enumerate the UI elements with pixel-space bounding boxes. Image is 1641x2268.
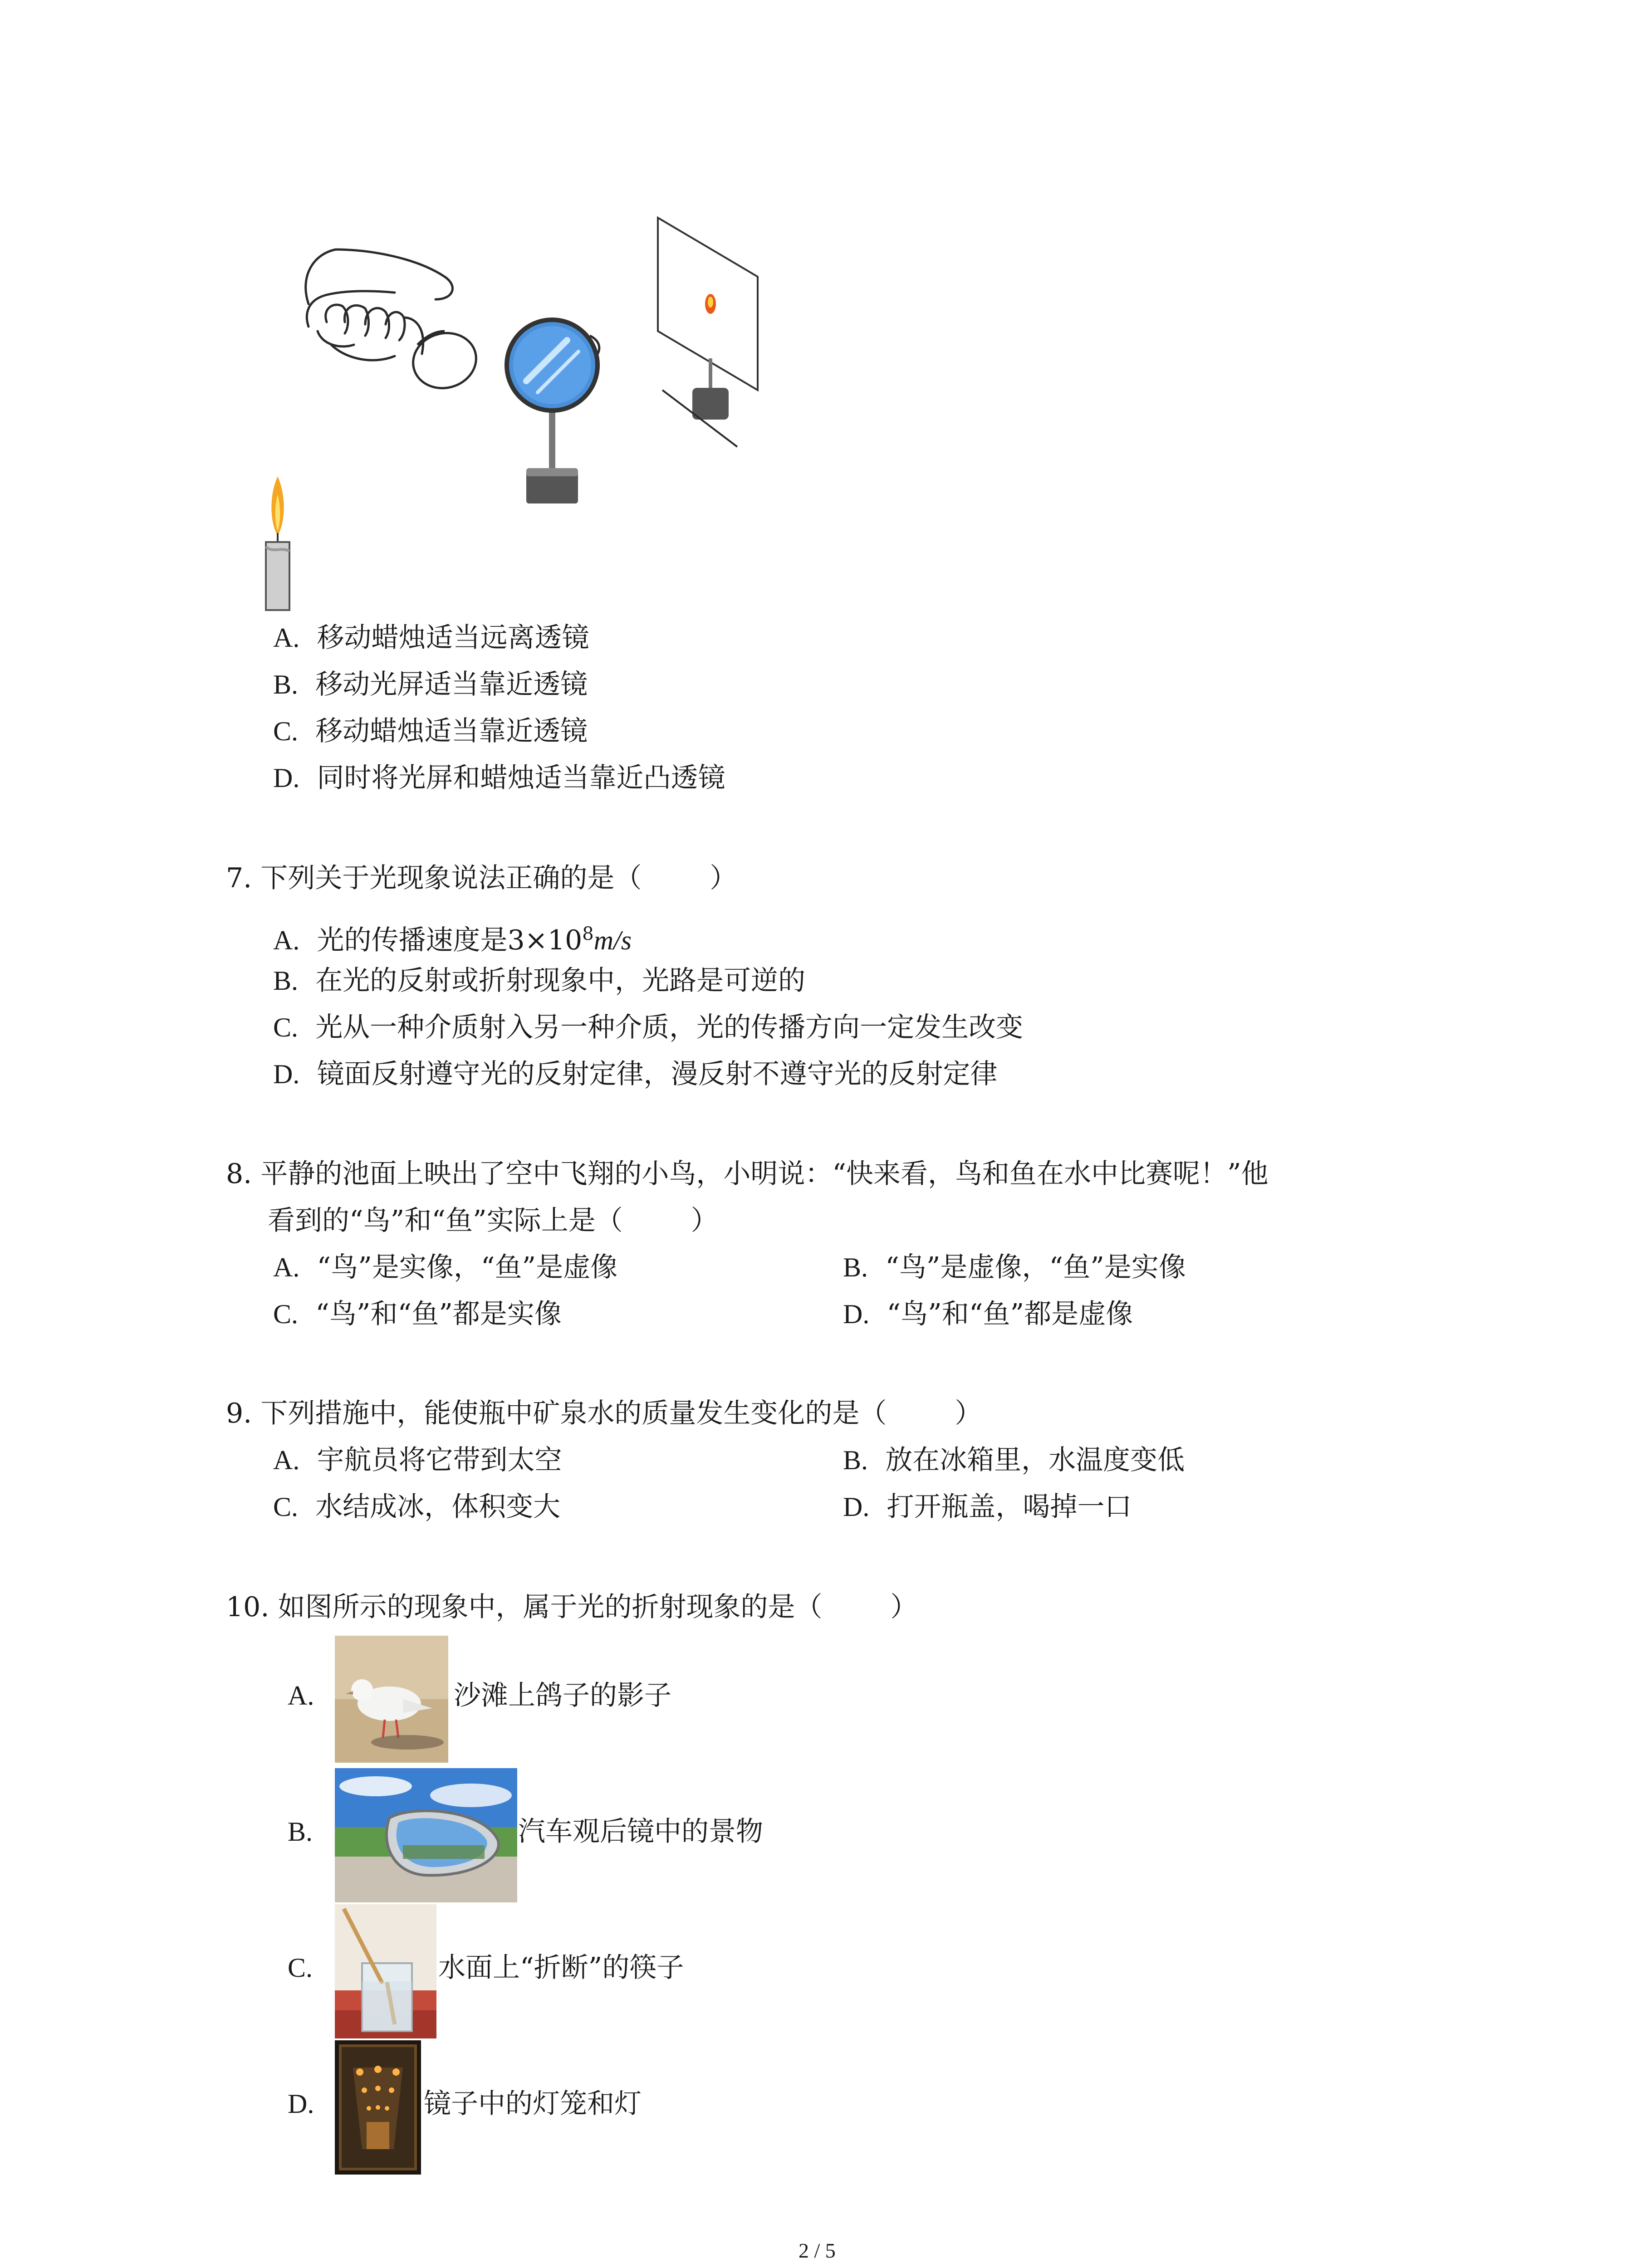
lantern-mirror-image — [335, 2040, 421, 2175]
hand-icon — [306, 249, 453, 360]
option-letter: B. — [273, 966, 299, 996]
q10-option-d-text — [424, 2087, 642, 2120]
q10-stem — [226, 1591, 918, 1623]
question-text: 平静的池面上映出了空中飞翔的小鸟，小明说：“快来看，鸟和鱼在水中比赛呢！”他 — [260, 1158, 1269, 1190]
option-letter: A. — [288, 1681, 314, 1711]
option-text: 宇航员将它带到太空 — [317, 1444, 562, 1476]
q6-option-d — [273, 762, 725, 794]
question-text: 下列措施中，能使瓶中矿泉水的质量发生变化的是（ — [260, 1398, 887, 1429]
q9-option-a — [273, 1444, 562, 1476]
q6-option-a — [273, 621, 589, 654]
option-text: “鸟”是实像，“鱼”是虚像 — [317, 1251, 618, 1283]
q7-option-c — [273, 1011, 1023, 1044]
option-text: 光从一种介质射入另一种介质，光的传播方向一定发生改变 — [315, 1012, 1024, 1043]
question-number: 10. — [226, 1591, 269, 1623]
option-text: “鸟”是虚像，“鱼”是实像 — [885, 1251, 1186, 1283]
q10-option-b-text — [518, 1815, 763, 1848]
q7-option-b — [273, 964, 805, 997]
q7-option-d — [273, 1058, 998, 1090]
option-letter: D. — [288, 2089, 314, 2119]
q10-option-a-letter — [288, 1679, 314, 1712]
q7-stem — [226, 862, 737, 894]
option-text: 镜面反射遵守光的反射定律，漫反射不遵守光的反射定律 — [317, 1058, 998, 1090]
pigeon-shadow-image — [335, 1636, 448, 1763]
q10-option-a-text — [454, 1679, 671, 1712]
q8-stem-line2 — [268, 1204, 718, 1237]
q9-option-b — [843, 1444, 1185, 1476]
chopstick-glass-image — [335, 1904, 436, 2038]
option-letter: C. — [273, 1012, 299, 1042]
question-number: 9. — [226, 1398, 252, 1429]
option-letter: B. — [843, 1252, 868, 1282]
question-number: 8. — [226, 1158, 252, 1190]
q7-option-a — [273, 918, 632, 957]
question-text: 下列关于光现象说法正确的是（ — [260, 862, 642, 894]
q8-option-b — [843, 1251, 1186, 1284]
question-bracket: ） — [955, 1398, 982, 1429]
option-text: 镜子中的灯笼和灯 — [424, 2088, 642, 2120]
question-bracket: ） — [890, 1591, 918, 1623]
option-text: 光的传播速度是3×10 — [317, 924, 583, 956]
unit: m/s — [593, 925, 632, 955]
exponent: 8 — [582, 924, 594, 944]
option-text: 沙滩上鸽子的影子 — [454, 1680, 671, 1711]
option-text: “鸟”和“鱼”都是实像 — [315, 1298, 562, 1330]
question-text: 如图所示的现象中，属于光的折射现象的是（ — [278, 1591, 823, 1623]
lens-experiment-figure — [254, 209, 798, 617]
q10-option-c-text — [438, 1951, 684, 1984]
option-text: 移动蜡烛适当靠近透镜 — [315, 715, 588, 747]
option-letter: D. — [843, 1299, 870, 1329]
question-number: 7. — [226, 862, 252, 894]
q9-stem — [226, 1397, 982, 1430]
option-text: 移动光屏适当靠近透镜 — [315, 669, 588, 700]
option-letter: D. — [273, 763, 300, 793]
option-text: 汽车观后镜中的景物 — [518, 1816, 763, 1848]
option-text: 在光的反射或折射现象中，光路是可逆的 — [315, 965, 806, 997]
question-bracket: ） — [710, 862, 737, 894]
page-number: 2 / 5 — [798, 2239, 836, 2262]
option-letter: B. — [843, 1445, 868, 1475]
convex-lens-icon — [507, 320, 598, 503]
option-text: 同时将光屏和蜡烛适当靠近凸透镜 — [317, 762, 725, 794]
question-text: 看到的“鸟”和“鱼”实际上是（ — [268, 1205, 623, 1237]
q10-option-d-letter — [288, 2087, 314, 2120]
option-letter: C. — [273, 1492, 299, 1522]
light-screen-icon — [658, 218, 758, 447]
option-letter: B. — [288, 1817, 313, 1847]
option-text: 放在冰箱里，水温度变低 — [885, 1444, 1185, 1476]
q9-option-c — [273, 1491, 560, 1523]
q10-option-b-letter — [288, 1815, 313, 1848]
option-letter: C. — [273, 716, 299, 746]
option-text: 移动蜡烛适当远离透镜 — [317, 622, 589, 654]
q8-option-d — [843, 1298, 1133, 1330]
car-mirror-image — [335, 1768, 517, 1902]
option-text: 水面上“折断”的筷子 — [438, 1952, 684, 1984]
option-text: 打开瓶盖，喝掉一口 — [887, 1491, 1132, 1523]
q6-option-c — [273, 715, 588, 748]
candle-icon — [266, 476, 289, 610]
q10-option-c-letter — [288, 1951, 313, 1984]
q8-stem-line1 — [226, 1158, 1269, 1190]
option-letter: C. — [288, 1953, 313, 1983]
option-letter: D. — [843, 1492, 870, 1522]
option-letter: C. — [273, 1299, 299, 1329]
option-letter: A. — [273, 623, 300, 653]
option-letter: D. — [273, 1059, 300, 1089]
option-text: 水结成冰，体积变大 — [315, 1491, 561, 1523]
q6-option-b — [273, 668, 588, 701]
option-letter: A. — [273, 1252, 300, 1282]
question-bracket: ） — [691, 1205, 718, 1237]
option-letter: B. — [273, 670, 299, 699]
q9-option-d — [843, 1491, 1132, 1523]
q8-option-a — [273, 1251, 617, 1284]
q8-option-c — [273, 1298, 562, 1330]
option-letter: A. — [273, 925, 300, 955]
option-letter: A. — [273, 1445, 300, 1475]
option-text: “鸟”和“鱼”都是虚像 — [887, 1298, 1133, 1330]
